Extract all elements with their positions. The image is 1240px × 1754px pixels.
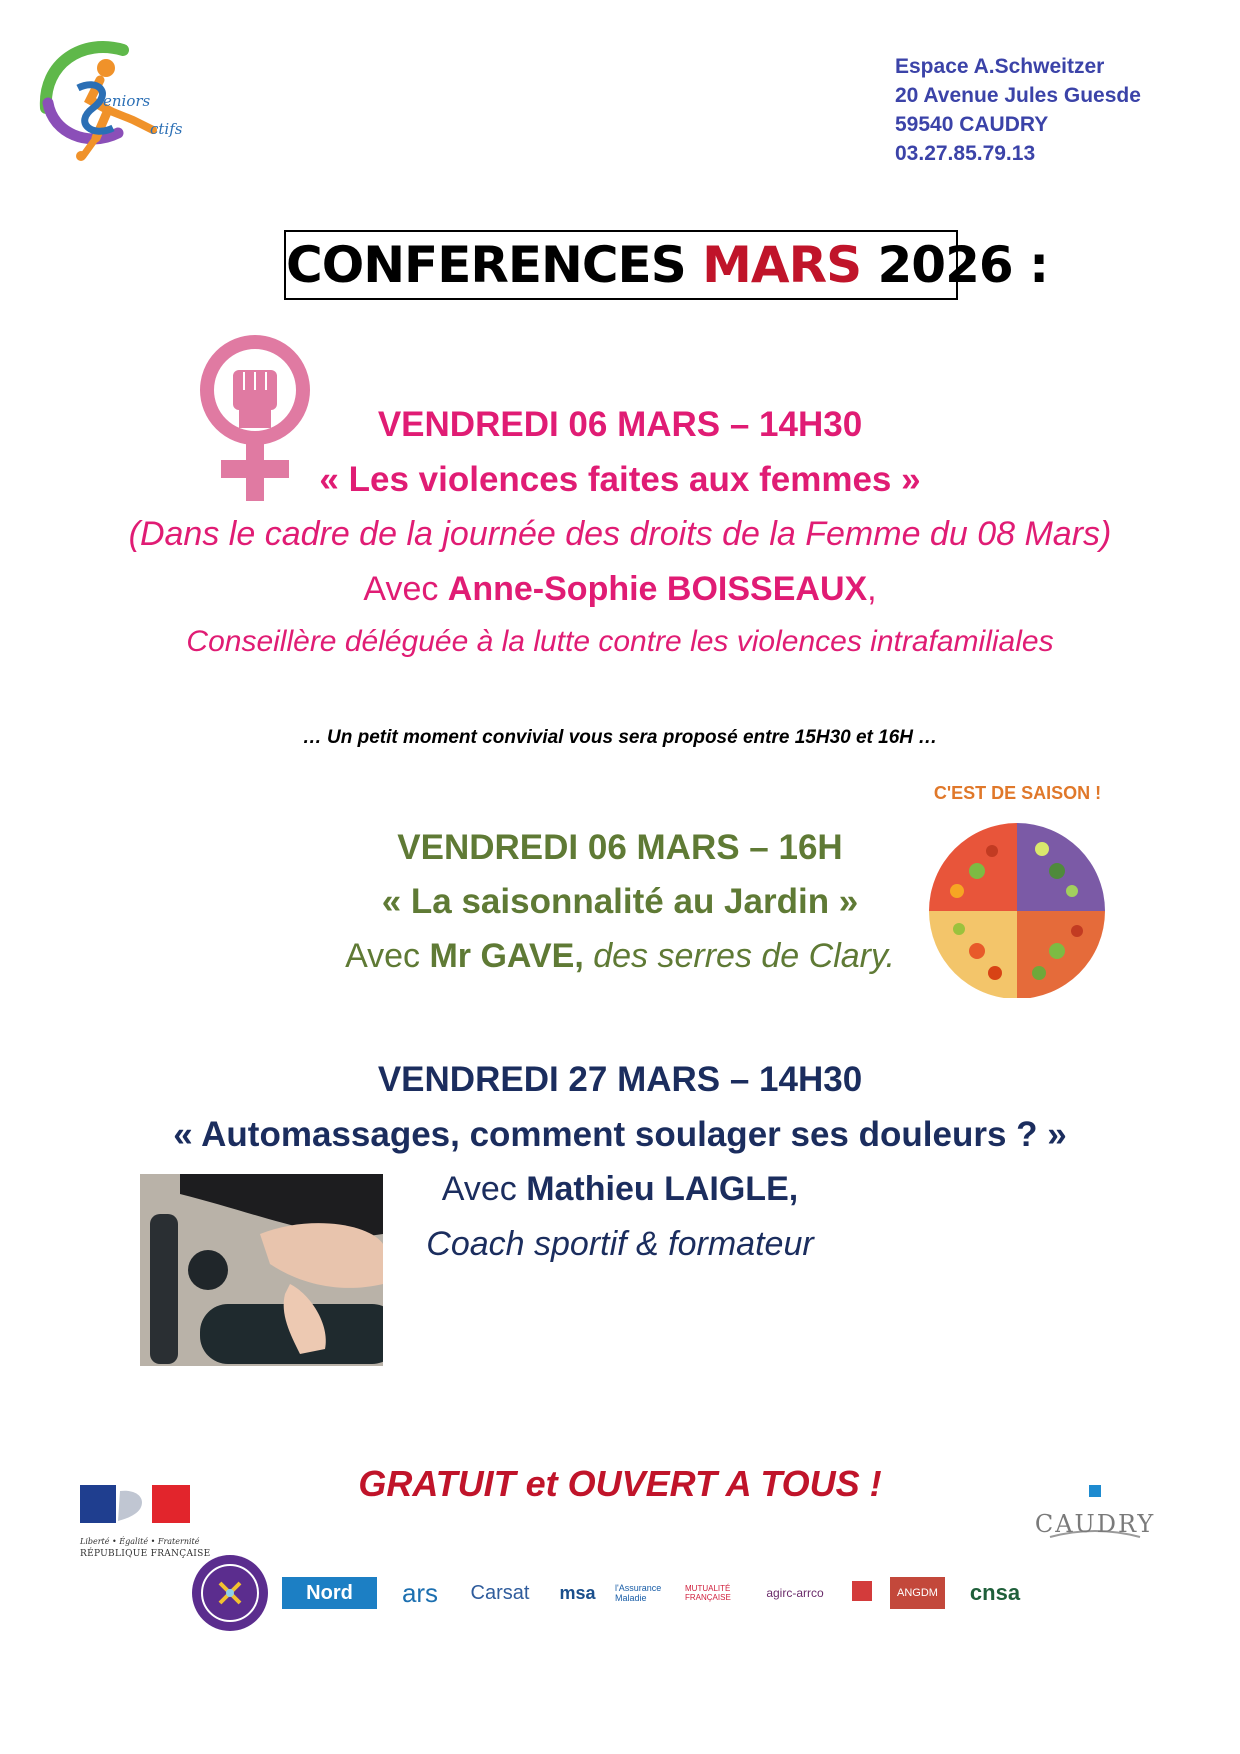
address-line-phone: 03.27.85.79.13 — [895, 142, 1036, 165]
event-1-speaker: Anne-Sophie BOISSEAUX — [447, 570, 868, 608]
saison-label: C'EST DE SAISON ! — [933, 783, 1102, 803]
free-open-banner: GRATUIT et OUVERT A TOUS ! — [358, 1463, 882, 1504]
rf-motto: Liberté • Égalité • Fraternité — [80, 1537, 200, 1546]
partner-ars: ars — [401, 1577, 439, 1608]
partners-row — [190, 1553, 1070, 1633]
logo-word-actifs: ctifs — [150, 120, 183, 138]
caudry-logo: CAUDRY — [1034, 1510, 1156, 1538]
logo-word-seniors: eniors — [103, 92, 151, 110]
event-1-with: Avec — [363, 570, 448, 608]
rf-name: RÉPUBLIQUE FRANÇAISE — [80, 1549, 211, 1559]
address-line-name: Espace A.Schweitzer — [895, 55, 1105, 78]
massage-roller-photo — [140, 1174, 383, 1366]
event-3-title: « Automassages, comment soulager ses douleurs ? » — [173, 1115, 1067, 1154]
event-1-date: VENDREDI 06 MARS – 14H30 — [377, 405, 863, 444]
event-3-speaker: Mathieu LAIGLE, — [526, 1170, 799, 1208]
partner-cnsa: cnsa — [969, 1580, 1021, 1605]
partner-angdm-badge-icon — [842, 1577, 882, 1609]
address-block — [895, 52, 1195, 168]
event-2-date: VENDREDI 06 MARS – 16H — [397, 828, 843, 867]
event-1-title: « Les violences faites aux femmes » — [319, 460, 921, 499]
event-1-speaker-line — [0, 570, 1240, 609]
event-3-role: Coach sportif & formateur — [426, 1225, 814, 1263]
event-2-speaker: Mr GAVE, — [429, 937, 584, 975]
event-1-context: (Dans le cadre de la journée des droits de la Femme du 08 Mars) — [128, 515, 1112, 553]
event-3-with: Avec — [441, 1170, 527, 1208]
event-2-with: Avec — [345, 937, 430, 975]
partner-msa: msa — [559, 1582, 596, 1603]
page-title — [284, 230, 1049, 300]
event-1-speaker-suffix: , — [867, 570, 877, 608]
address-line-street: 20 Avenue Jules Guesde — [895, 84, 1141, 107]
event-1-role: Conseillère déléguée à la lutte contre les violences intrafamiliales — [186, 625, 1054, 658]
event-2-title: « La saisonnalité au Jardin » — [381, 882, 859, 921]
title-part-month: MARS — [702, 236, 862, 294]
partner-mutualite: MUTUALITÉ FRANÇAISE — [685, 1584, 731, 1602]
address-line-city: 59540 CAUDRY — [895, 113, 1049, 136]
event-3-date: VENDREDI 27 MARS – 14H30 — [377, 1060, 863, 1099]
partner-angdm: ANGDM — [890, 1577, 945, 1609]
convivial-note: … Un petit moment convivial vous sera proposé entre 15H30 et 16H … — [302, 727, 938, 748]
partner-nord: Nord — [282, 1577, 377, 1609]
partner-assurance-maladie: l'Assurance Maladie — [615, 1583, 662, 1603]
partner-carsat: Carsat — [470, 1581, 530, 1604]
event-2-speaker-line — [0, 937, 1240, 976]
title-part-year: 2026 : — [861, 236, 1049, 294]
title-part-conferences: CONFERENCES — [286, 236, 703, 294]
partner-agirc-arrco: agirc-arrco — [766, 1586, 824, 1600]
conference-financeurs-logo — [190, 1553, 270, 1633]
event-2-role: des serres de Clary. — [583, 937, 895, 975]
